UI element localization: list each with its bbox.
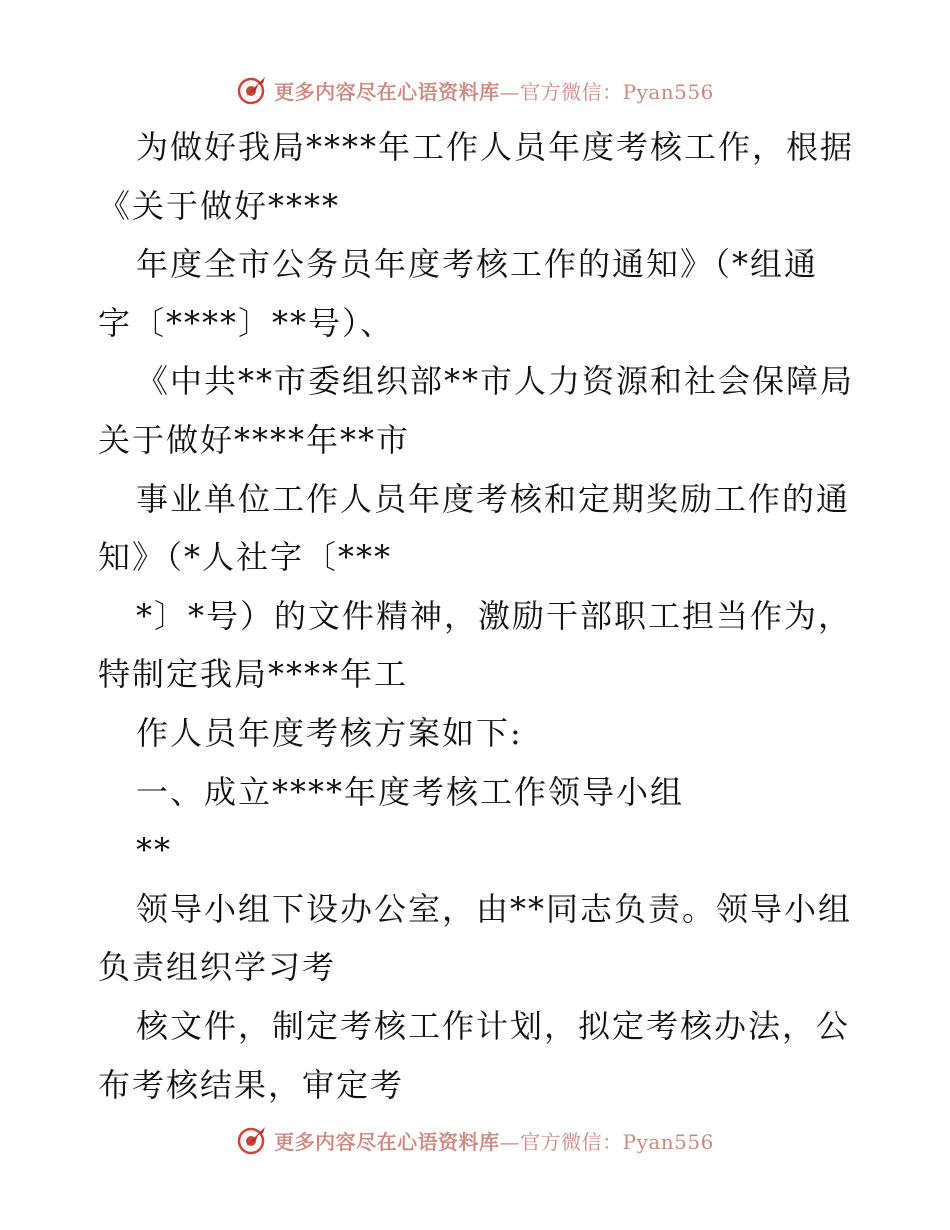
paragraph-line: 《中共**市委组织部**市人力资源和社会保障局 bbox=[136, 362, 855, 401]
paragraph-line: 知》（*人社字〔*** bbox=[98, 538, 393, 577]
paragraph-line: 字〔****〕**号）、 bbox=[98, 303, 395, 342]
paragraph-line: 一、成立****年度考核工作领导小组 bbox=[136, 772, 685, 811]
header-banner bbox=[0, 70, 950, 110]
footer-banner bbox=[0, 1120, 950, 1160]
banner-dash: — bbox=[499, 79, 521, 104]
paragraph-line: 事业单位工作人员年度考核和定期奖励工作的通 bbox=[136, 479, 851, 518]
paragraph-line: 特制定我局****年工 bbox=[98, 655, 409, 694]
paragraph-line: 核文件，制定考核工作计划，拟定考核办法，公 bbox=[136, 1006, 851, 1045]
paragraph-line: 《关于做好**** bbox=[98, 186, 341, 225]
banner-site-name: 更多内容尽在心语资料库 bbox=[274, 1129, 500, 1154]
quill-pen-logo-icon bbox=[236, 1124, 268, 1156]
banner-wechat: 官方微信：Pyan556 bbox=[520, 79, 714, 104]
paragraph-line: 负责组织学习考 bbox=[98, 948, 337, 987]
paragraph-line: *〕*号）的文件精神，激励干部职工担当作为， bbox=[136, 596, 853, 635]
banner-text bbox=[274, 1126, 714, 1155]
quill-pen-logo-icon bbox=[236, 74, 268, 106]
paragraph-line: 关于做好****年**市 bbox=[98, 420, 411, 459]
banner-site-name: 更多内容尽在心语资料库 bbox=[274, 79, 500, 104]
paragraph-line: ** bbox=[136, 831, 172, 870]
paragraph-line: 领导小组下设办公室，由**同志负责。领导小组 bbox=[136, 889, 853, 928]
banner-text bbox=[274, 76, 714, 105]
banner-dash: — bbox=[499, 1129, 521, 1154]
banner-wechat: 官方微信：Pyan556 bbox=[520, 1129, 714, 1154]
document-body bbox=[98, 118, 858, 1114]
paragraph-line: 布考核结果，审定考 bbox=[98, 1065, 405, 1104]
paragraph-line: 为做好我局****年工作人员年度考核工作，根据 bbox=[136, 128, 855, 166]
paragraph-line: 作人员年度考核方案如下: bbox=[136, 713, 523, 752]
paragraph-line: 年度全市公务员年度考核工作的通知》（*组通 bbox=[136, 245, 819, 284]
